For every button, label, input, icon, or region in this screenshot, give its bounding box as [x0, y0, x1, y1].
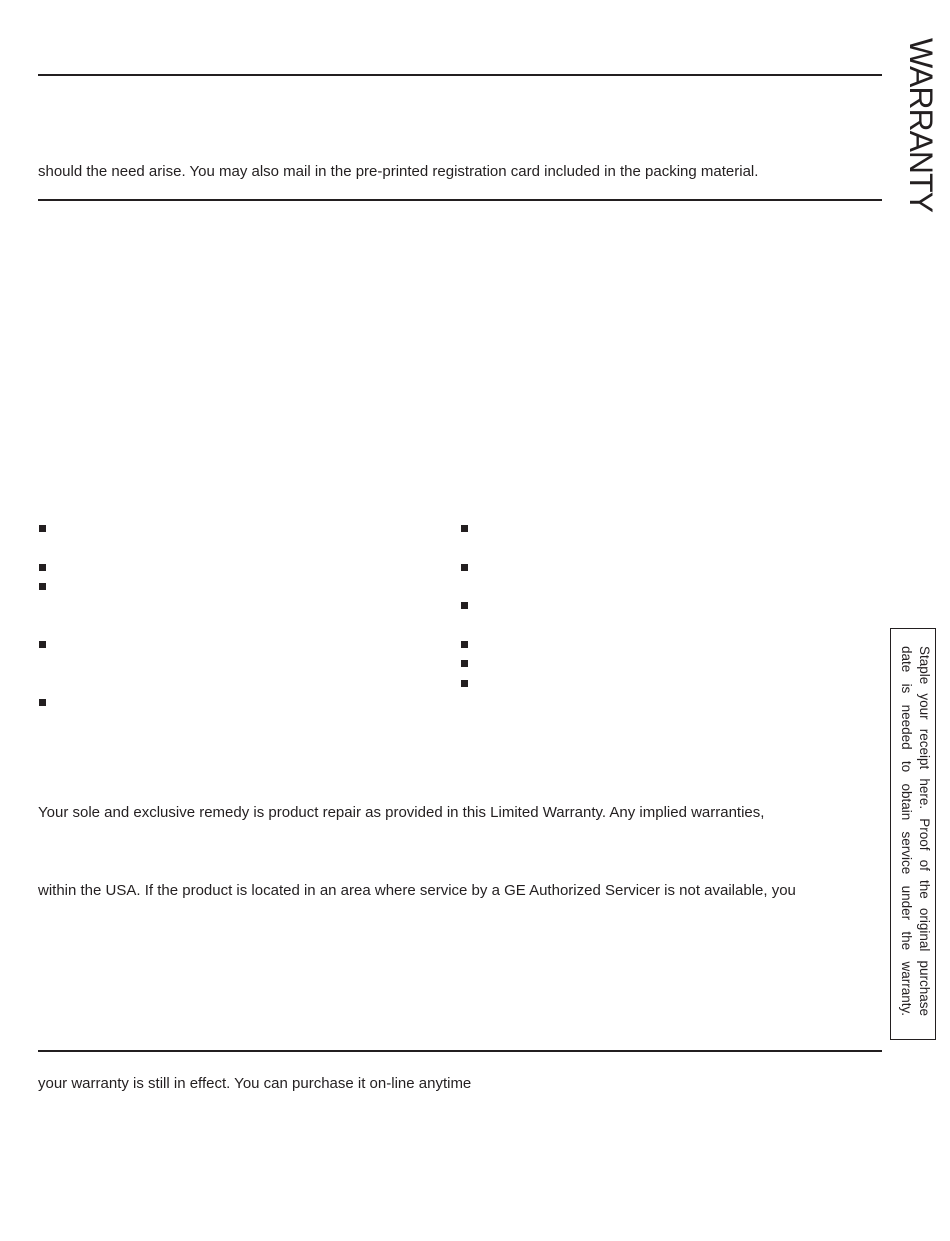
- registration-text: should the need arise. You may also mail in the pre-printed registration card included in the packing material.: [38, 163, 759, 180]
- bullet-marker: [39, 641, 46, 648]
- registration-rule: [38, 199, 882, 201]
- bullet-marker: [461, 641, 468, 648]
- bullet-marker: [461, 564, 468, 571]
- bullet-marker: [39, 564, 46, 571]
- extended-warranty-rule: [38, 1050, 882, 1052]
- receipt-note-line-1: Staple your receipt here. Proof of the original purchase: [917, 646, 932, 1016]
- remedy-text-line-1: Your sole and exclusive remedy is product repair as provided in this Limited Warranty. Any implied warranties,: [38, 804, 765, 821]
- bullet-marker: [39, 525, 46, 532]
- receipt-note: [895, 646, 933, 1016]
- receipt-note-line-2: date is needed to obtain service under the warranty.: [899, 646, 914, 1016]
- bullet-marker: [461, 602, 468, 609]
- warranty-side-title: WARRANTY: [903, 38, 939, 212]
- bullet-marker: [461, 660, 468, 667]
- bullet-marker: [461, 525, 468, 532]
- bullet-marker: [39, 699, 46, 706]
- bullet-marker: [461, 680, 468, 687]
- remedy-text-line-2: within the USA. If the product is located in an area where service by a GE Authorized Servicer is not available, you: [38, 882, 796, 899]
- top-rule: [38, 74, 882, 76]
- extended-warranty-text: your warranty is still in effect. You can purchase it on-line anytime: [38, 1075, 472, 1092]
- bullet-marker: [39, 583, 46, 590]
